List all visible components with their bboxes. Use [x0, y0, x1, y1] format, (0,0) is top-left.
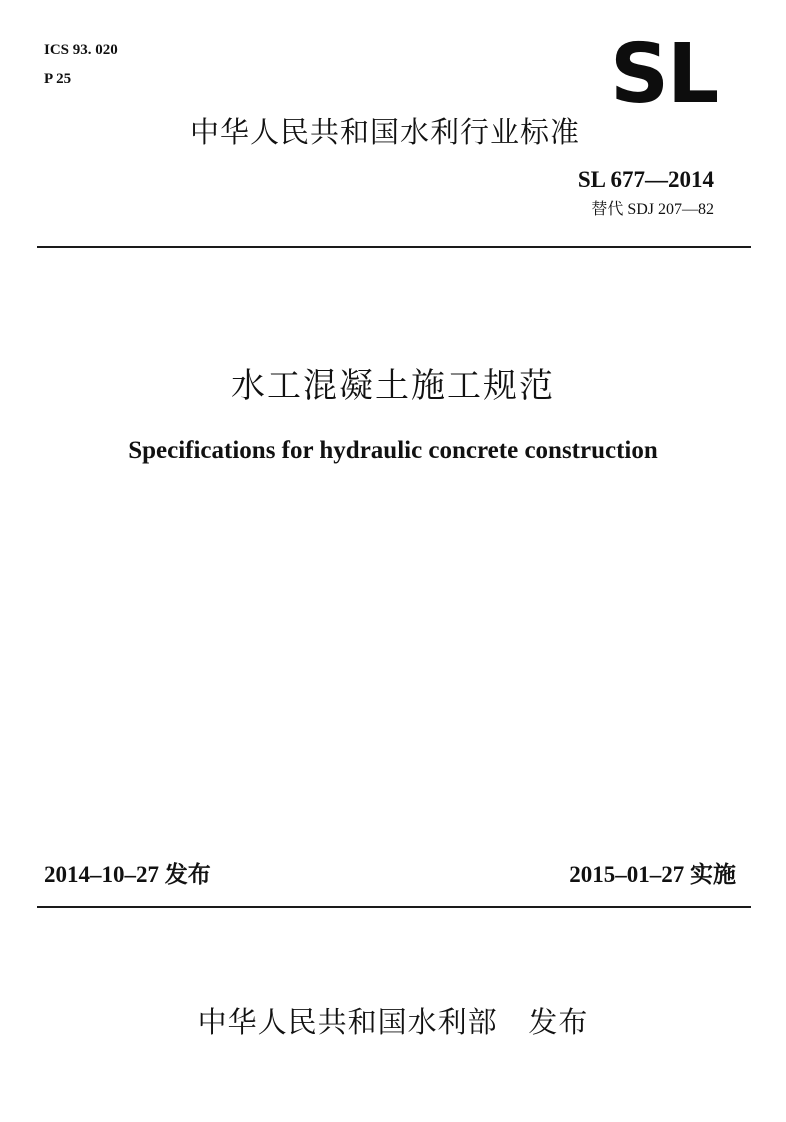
industry-standard-heading: 中华人民共和国水利行业标准 [190, 115, 581, 149]
sl-logo: SL [610, 27, 718, 122]
replaces-note: 替代 SDJ 207—82 [591, 201, 714, 218]
publisher: 中华人民共和国水利部 发布 [197, 1005, 589, 1039]
document-title-english: Specifications for hydraulic concrete construction [128, 437, 658, 464]
classification-code: P 25 [44, 71, 72, 87]
bottom-divider [37, 906, 751, 908]
top-divider [37, 246, 751, 248]
document-title-chinese: 水工混凝土施工规范 [231, 366, 555, 406]
ics-code: ICS 93. 020 [44, 42, 118, 58]
implementation-date: 2015–01–27 实施 [569, 862, 736, 887]
standard-code: SL 677—2014 [577, 167, 714, 192]
issue-date: 2014–10–27 发布 [44, 862, 211, 887]
